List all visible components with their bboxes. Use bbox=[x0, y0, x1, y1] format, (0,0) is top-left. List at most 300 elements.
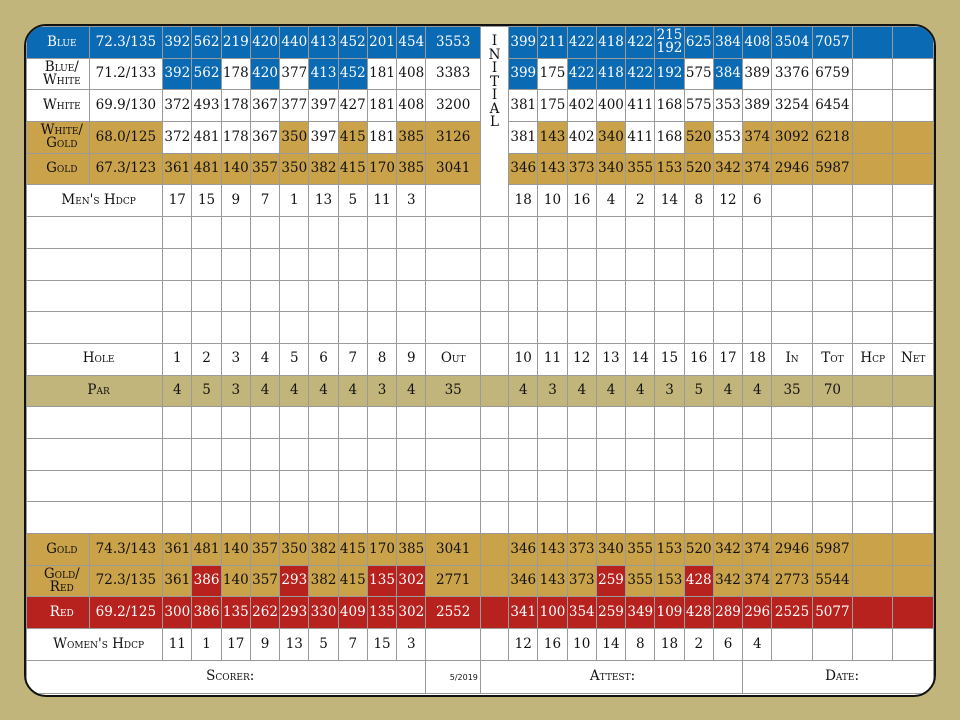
score-cell[interactable] bbox=[221, 438, 250, 470]
score-cell[interactable] bbox=[567, 280, 596, 312]
score-cell[interactable] bbox=[192, 502, 221, 534]
score-cell[interactable] bbox=[367, 312, 396, 344]
total-score-cell[interactable] bbox=[772, 502, 812, 534]
score-cell[interactable] bbox=[538, 312, 567, 344]
hole-yardage: 109 bbox=[655, 597, 684, 629]
out-score-cell[interactable] bbox=[426, 407, 480, 439]
hole-yardage: 361 bbox=[163, 534, 192, 566]
total-score-cell[interactable] bbox=[772, 248, 812, 280]
total-score-cell[interactable] bbox=[853, 217, 893, 249]
hole-yardage: 361 bbox=[163, 565, 192, 597]
score-cell[interactable] bbox=[509, 312, 538, 344]
hole-yardage: 389 bbox=[743, 90, 772, 122]
score-cell[interactable] bbox=[309, 438, 338, 470]
score-cell[interactable] bbox=[713, 217, 742, 249]
score-cell[interactable] bbox=[367, 438, 396, 470]
out-score-cell[interactable] bbox=[426, 217, 480, 249]
score-cell[interactable] bbox=[596, 438, 625, 470]
hole-yardage: 413 bbox=[309, 27, 338, 59]
score-cell[interactable] bbox=[567, 438, 596, 470]
score-cell[interactable] bbox=[567, 217, 596, 249]
score-cell[interactable] bbox=[163, 502, 192, 534]
score-cell[interactable] bbox=[626, 248, 655, 280]
total-score-cell[interactable] bbox=[893, 438, 934, 470]
total-score-cell[interactable] bbox=[812, 312, 852, 344]
total-score-cell[interactable] bbox=[772, 280, 812, 312]
total-score-cell[interactable] bbox=[812, 407, 852, 439]
initial-cell bbox=[480, 534, 508, 566]
tee-row-blue_white bbox=[27, 58, 934, 90]
score-cell[interactable] bbox=[596, 248, 625, 280]
score-cell[interactable] bbox=[538, 470, 567, 502]
score-cell[interactable] bbox=[309, 248, 338, 280]
hole-number: 12 bbox=[567, 343, 596, 375]
score-cell[interactable] bbox=[509, 217, 538, 249]
hole-yardage: 302 bbox=[397, 565, 426, 597]
score-cell[interactable] bbox=[338, 248, 367, 280]
score-cell[interactable] bbox=[538, 280, 567, 312]
score-cell[interactable] bbox=[743, 312, 772, 344]
total-score-cell[interactable] bbox=[772, 438, 812, 470]
tee-row-gold_red bbox=[27, 565, 934, 597]
hole-par: 3 bbox=[655, 375, 684, 407]
initial-column-label bbox=[480, 27, 508, 217]
score-cell[interactable] bbox=[684, 312, 713, 344]
hole-yardage: 481 bbox=[192, 153, 221, 185]
score-cell[interactable] bbox=[743, 502, 772, 534]
hole-yardage: 428 bbox=[684, 597, 713, 629]
score-cell[interactable] bbox=[397, 502, 426, 534]
score-cell[interactable] bbox=[655, 217, 684, 249]
score-cell[interactable] bbox=[250, 407, 279, 439]
score-cell[interactable] bbox=[596, 312, 625, 344]
score-cell[interactable] bbox=[626, 217, 655, 249]
tee-name: Gold/ Red bbox=[27, 565, 90, 597]
score-cell[interactable] bbox=[250, 470, 279, 502]
hole-handicap: 9 bbox=[250, 629, 279, 661]
score-cell[interactable] bbox=[538, 217, 567, 249]
score-cell[interactable] bbox=[221, 470, 250, 502]
hole-label: Hole bbox=[27, 343, 163, 375]
out-score-cell[interactable] bbox=[426, 502, 480, 534]
score-cell[interactable] bbox=[626, 312, 655, 344]
score-cell[interactable] bbox=[280, 312, 309, 344]
score-cell[interactable] bbox=[338, 217, 367, 249]
total-score-cell[interactable] bbox=[812, 502, 852, 534]
score-cell[interactable] bbox=[509, 248, 538, 280]
hole-par: 4 bbox=[509, 375, 538, 407]
score-cell[interactable] bbox=[509, 470, 538, 502]
total-score-cell[interactable] bbox=[893, 312, 934, 344]
score-cell[interactable] bbox=[626, 407, 655, 439]
score-cell[interactable] bbox=[192, 312, 221, 344]
total-score-cell[interactable] bbox=[812, 280, 852, 312]
hole-yardage: 386 bbox=[192, 597, 221, 629]
hole-yardage: 575 bbox=[684, 90, 713, 122]
score-cell[interactable] bbox=[713, 502, 742, 534]
score-cell[interactable] bbox=[250, 217, 279, 249]
score-cell[interactable] bbox=[538, 248, 567, 280]
total-par: 70 bbox=[812, 375, 852, 407]
score-cell[interactable] bbox=[538, 407, 567, 439]
score-cell[interactable] bbox=[192, 438, 221, 470]
hole-yardage: 562 bbox=[192, 27, 221, 59]
hole-yardage: 373 bbox=[567, 565, 596, 597]
score-cell[interactable] bbox=[713, 438, 742, 470]
score-cell[interactable] bbox=[338, 470, 367, 502]
score-cell[interactable] bbox=[626, 438, 655, 470]
player-name-cell[interactable] bbox=[27, 217, 163, 249]
score-cell[interactable] bbox=[684, 407, 713, 439]
total-score-cell[interactable] bbox=[772, 407, 812, 439]
hole-handicap: 12 bbox=[509, 629, 538, 661]
hole-handicap: 8 bbox=[626, 629, 655, 661]
score-cell[interactable] bbox=[538, 502, 567, 534]
hole-yardage: 377 bbox=[280, 90, 309, 122]
net-cell bbox=[893, 597, 934, 629]
score-cell[interactable] bbox=[338, 280, 367, 312]
score-cell[interactable] bbox=[367, 502, 396, 534]
initial-cell[interactable] bbox=[480, 470, 508, 502]
score-cell[interactable] bbox=[397, 280, 426, 312]
player-name-cell[interactable] bbox=[27, 312, 163, 344]
score-cell[interactable] bbox=[192, 470, 221, 502]
score-cell[interactable] bbox=[338, 438, 367, 470]
score-cell[interactable] bbox=[596, 407, 625, 439]
in-total: 2946 bbox=[772, 534, 812, 566]
score-row[interactable] bbox=[27, 248, 934, 280]
hole-yardage: 211 bbox=[538, 27, 567, 59]
out-total: 3553 bbox=[426, 27, 480, 59]
hole-yardage: 562 bbox=[192, 58, 221, 90]
hole-handicap: 15 bbox=[367, 629, 396, 661]
hole-yardage: 361 bbox=[163, 153, 192, 185]
score-cell[interactable] bbox=[280, 407, 309, 439]
score-cell[interactable] bbox=[250, 502, 279, 534]
score-cell[interactable] bbox=[250, 312, 279, 344]
score-cell[interactable] bbox=[713, 312, 742, 344]
empty-cell bbox=[893, 629, 934, 661]
initial-cell[interactable] bbox=[480, 407, 508, 439]
in-total: 2773 bbox=[772, 565, 812, 597]
total-score-cell[interactable] bbox=[893, 248, 934, 280]
empty-cell bbox=[893, 185, 934, 217]
score-cell[interactable] bbox=[280, 438, 309, 470]
score-cell[interactable] bbox=[567, 248, 596, 280]
initial-cell[interactable] bbox=[480, 217, 508, 249]
score-cell[interactable] bbox=[309, 407, 338, 439]
player-name-cell[interactable] bbox=[27, 438, 163, 470]
score-cell[interactable] bbox=[684, 280, 713, 312]
hole-handicap: 17 bbox=[163, 185, 192, 217]
score-cell[interactable] bbox=[250, 280, 279, 312]
score-cell[interactable] bbox=[397, 312, 426, 344]
hole-yardage: 302 bbox=[397, 597, 426, 629]
score-cell[interactable] bbox=[596, 502, 625, 534]
score-row[interactable] bbox=[27, 470, 934, 502]
hole-yardage: 399 bbox=[509, 27, 538, 59]
score-cell[interactable] bbox=[221, 312, 250, 344]
score-row[interactable] bbox=[27, 312, 934, 344]
total-score-cell[interactable] bbox=[893, 217, 934, 249]
hole-handicap: 18 bbox=[509, 185, 538, 217]
score-cell[interactable] bbox=[713, 248, 742, 280]
score-cell[interactable] bbox=[250, 248, 279, 280]
score-cell[interactable] bbox=[509, 502, 538, 534]
total-score-cell[interactable] bbox=[893, 407, 934, 439]
score-cell[interactable] bbox=[743, 407, 772, 439]
total-yardage: 7057 bbox=[812, 27, 852, 59]
score-cell[interactable] bbox=[163, 438, 192, 470]
score-cell[interactable] bbox=[163, 248, 192, 280]
score-row[interactable] bbox=[27, 407, 934, 439]
score-cell[interactable] bbox=[221, 248, 250, 280]
total-score-cell[interactable] bbox=[893, 280, 934, 312]
total-score-cell[interactable] bbox=[772, 470, 812, 502]
hole-yardage: 153 bbox=[655, 534, 684, 566]
score-cell[interactable] bbox=[713, 470, 742, 502]
hole-yardage: 415 bbox=[338, 565, 367, 597]
total-score-cell[interactable] bbox=[853, 312, 893, 344]
hole-yardage: 422 bbox=[567, 58, 596, 90]
score-cell[interactable] bbox=[655, 248, 684, 280]
par-label: Par bbox=[27, 375, 163, 407]
hole-handicap: 5 bbox=[338, 185, 367, 217]
score-cell[interactable] bbox=[596, 217, 625, 249]
score-cell[interactable] bbox=[743, 438, 772, 470]
score-cell[interactable] bbox=[192, 407, 221, 439]
hole-yardage: 415 bbox=[338, 534, 367, 566]
net-cell bbox=[893, 58, 934, 90]
score-cell[interactable] bbox=[655, 502, 684, 534]
score-cell[interactable] bbox=[397, 217, 426, 249]
score-cell[interactable] bbox=[221, 280, 250, 312]
player-name-cell[interactable] bbox=[27, 248, 163, 280]
hole-yardage: 135 bbox=[367, 565, 396, 597]
total-score-cell[interactable] bbox=[812, 438, 852, 470]
hole-handicap: 11 bbox=[367, 185, 396, 217]
hcp-cell bbox=[853, 153, 893, 185]
initial-cell[interactable] bbox=[480, 248, 508, 280]
score-cell[interactable] bbox=[250, 438, 279, 470]
score-cell[interactable] bbox=[163, 407, 192, 439]
score-cell[interactable] bbox=[397, 407, 426, 439]
total-score-cell[interactable] bbox=[853, 280, 893, 312]
total-score-cell[interactable] bbox=[812, 217, 852, 249]
hole-yardage: 342 bbox=[713, 534, 742, 566]
hole-yardage: 385 bbox=[397, 122, 426, 154]
score-cell[interactable] bbox=[280, 280, 309, 312]
hole-yardage: 100 bbox=[538, 597, 567, 629]
hole-yardage: 170 bbox=[367, 153, 396, 185]
hole-yardage: 399 bbox=[509, 58, 538, 90]
hole-yardage: 374 bbox=[743, 534, 772, 566]
player-name-cell[interactable] bbox=[27, 470, 163, 502]
score-cell[interactable] bbox=[221, 217, 250, 249]
initial-cell[interactable] bbox=[480, 502, 508, 534]
score-cell[interactable] bbox=[538, 438, 567, 470]
tee-name: Gold bbox=[27, 153, 90, 185]
score-cell[interactable] bbox=[509, 280, 538, 312]
score-cell[interactable] bbox=[567, 502, 596, 534]
score-cell[interactable] bbox=[684, 470, 713, 502]
hole-yardage: 181 bbox=[367, 58, 396, 90]
score-cell[interactable] bbox=[743, 248, 772, 280]
score-row[interactable] bbox=[27, 502, 934, 534]
score-cell[interactable] bbox=[655, 407, 684, 439]
hole-handicap: 10 bbox=[538, 185, 567, 217]
score-cell[interactable] bbox=[280, 470, 309, 502]
total-score-cell[interactable] bbox=[772, 217, 812, 249]
hole-yardage: 346 bbox=[509, 534, 538, 566]
score-cell[interactable] bbox=[192, 248, 221, 280]
hole-yardage: 408 bbox=[397, 58, 426, 90]
total-score-cell[interactable] bbox=[853, 407, 893, 439]
score-cell[interactable] bbox=[397, 470, 426, 502]
player-name-cell[interactable] bbox=[27, 407, 163, 439]
score-cell[interactable] bbox=[367, 248, 396, 280]
hole-yardage: 389 bbox=[743, 58, 772, 90]
score-cell[interactable] bbox=[280, 217, 309, 249]
total-score-cell[interactable] bbox=[893, 470, 934, 502]
score-cell[interactable] bbox=[309, 312, 338, 344]
par-row bbox=[27, 375, 934, 407]
score-cell[interactable] bbox=[309, 470, 338, 502]
hdcp-label: Men's Hdcp bbox=[27, 185, 163, 217]
score-cell[interactable] bbox=[567, 312, 596, 344]
score-cell[interactable] bbox=[338, 312, 367, 344]
score-cell[interactable] bbox=[367, 470, 396, 502]
score-cell[interactable] bbox=[743, 470, 772, 502]
total-score-cell[interactable] bbox=[853, 438, 893, 470]
initial-cell bbox=[480, 629, 508, 661]
hole-handicap: 3 bbox=[397, 629, 426, 661]
out-score-cell[interactable] bbox=[426, 470, 480, 502]
hole-yardage: 192 bbox=[655, 58, 684, 90]
out-score-cell[interactable] bbox=[426, 438, 480, 470]
score-cell[interactable] bbox=[163, 312, 192, 344]
score-cell[interactable] bbox=[367, 407, 396, 439]
hole-yardage: 340 bbox=[596, 534, 625, 566]
score-cell[interactable] bbox=[338, 407, 367, 439]
hole-yardage: 259 bbox=[596, 597, 625, 629]
hole-handicap: 1 bbox=[280, 185, 309, 217]
hole-number: 4 bbox=[250, 343, 279, 375]
initial-cell[interactable] bbox=[480, 312, 508, 344]
score-cell[interactable] bbox=[596, 470, 625, 502]
hole-yardage: 392 bbox=[163, 58, 192, 90]
score-cell[interactable] bbox=[163, 280, 192, 312]
total-score-cell[interactable] bbox=[853, 470, 893, 502]
score-cell[interactable] bbox=[743, 217, 772, 249]
score-cell[interactable] bbox=[626, 470, 655, 502]
hole-yardage: 140 bbox=[221, 565, 250, 597]
score-cell[interactable] bbox=[309, 217, 338, 249]
score-cell[interactable] bbox=[655, 438, 684, 470]
score-cell[interactable] bbox=[743, 280, 772, 312]
tee-row-blue bbox=[27, 27, 934, 59]
hole-yardage: 374 bbox=[743, 565, 772, 597]
score-cell[interactable] bbox=[163, 217, 192, 249]
total-score-cell[interactable] bbox=[853, 502, 893, 534]
score-cell[interactable] bbox=[192, 217, 221, 249]
hole-yardage: 293 bbox=[280, 565, 309, 597]
score-cell[interactable] bbox=[567, 407, 596, 439]
score-cell[interactable] bbox=[684, 502, 713, 534]
score-cell[interactable] bbox=[309, 280, 338, 312]
score-cell[interactable] bbox=[221, 502, 250, 534]
initial-cell[interactable] bbox=[480, 438, 508, 470]
score-cell[interactable] bbox=[397, 248, 426, 280]
hole-yardage: 367 bbox=[250, 90, 279, 122]
total-score-cell[interactable] bbox=[772, 312, 812, 344]
hcp-cell bbox=[853, 375, 893, 407]
out-score-cell[interactable] bbox=[426, 280, 480, 312]
score-cell[interactable] bbox=[626, 280, 655, 312]
hole-number: 1 bbox=[163, 343, 192, 375]
hole-handicap: 8 bbox=[684, 185, 713, 217]
score-cell[interactable] bbox=[280, 248, 309, 280]
net-cell bbox=[893, 534, 934, 566]
score-cell[interactable] bbox=[280, 502, 309, 534]
total-score-cell[interactable] bbox=[853, 248, 893, 280]
initial-letter: I bbox=[491, 87, 498, 103]
score-cell[interactable] bbox=[655, 470, 684, 502]
score-cell[interactable] bbox=[221, 407, 250, 439]
player-name-cell[interactable] bbox=[27, 502, 163, 534]
score-cell[interactable] bbox=[567, 470, 596, 502]
total-score-cell[interactable] bbox=[812, 470, 852, 502]
score-cell[interactable] bbox=[367, 217, 396, 249]
score-row[interactable] bbox=[27, 217, 934, 249]
score-cell[interactable] bbox=[397, 438, 426, 470]
score-cell[interactable] bbox=[655, 280, 684, 312]
score-cell[interactable] bbox=[192, 280, 221, 312]
hcp-cell bbox=[853, 565, 893, 597]
score-cell[interactable] bbox=[626, 502, 655, 534]
initial-cell[interactable] bbox=[480, 280, 508, 312]
out-score-cell[interactable] bbox=[426, 248, 480, 280]
score-cell[interactable] bbox=[163, 470, 192, 502]
empty-cell bbox=[853, 629, 893, 661]
player-name-cell[interactable] bbox=[27, 280, 163, 312]
score-cell[interactable] bbox=[684, 248, 713, 280]
score-cell[interactable] bbox=[367, 280, 396, 312]
out-score-cell[interactable] bbox=[426, 312, 480, 344]
score-row[interactable] bbox=[27, 438, 934, 470]
score-cell[interactable] bbox=[713, 280, 742, 312]
total-score-cell[interactable] bbox=[893, 502, 934, 534]
total-score-cell[interactable] bbox=[812, 248, 852, 280]
score-cell[interactable] bbox=[509, 407, 538, 439]
score-cell[interactable] bbox=[309, 502, 338, 534]
initial-cell bbox=[480, 343, 508, 375]
score-cell[interactable] bbox=[713, 407, 742, 439]
score-cell[interactable] bbox=[684, 438, 713, 470]
score-cell[interactable] bbox=[509, 438, 538, 470]
initial-cell bbox=[480, 375, 508, 407]
hole-yardage: 452 bbox=[338, 58, 367, 90]
hole-yardage: 413 bbox=[309, 58, 338, 90]
score-cell[interactable] bbox=[655, 312, 684, 344]
score-cell[interactable] bbox=[338, 502, 367, 534]
out-total: 3126 bbox=[426, 122, 480, 154]
hole-yardage: 415 bbox=[338, 122, 367, 154]
tee-name: Red bbox=[27, 597, 90, 629]
score-cell[interactable] bbox=[684, 217, 713, 249]
score-cell[interactable] bbox=[596, 280, 625, 312]
score-row[interactable] bbox=[27, 280, 934, 312]
